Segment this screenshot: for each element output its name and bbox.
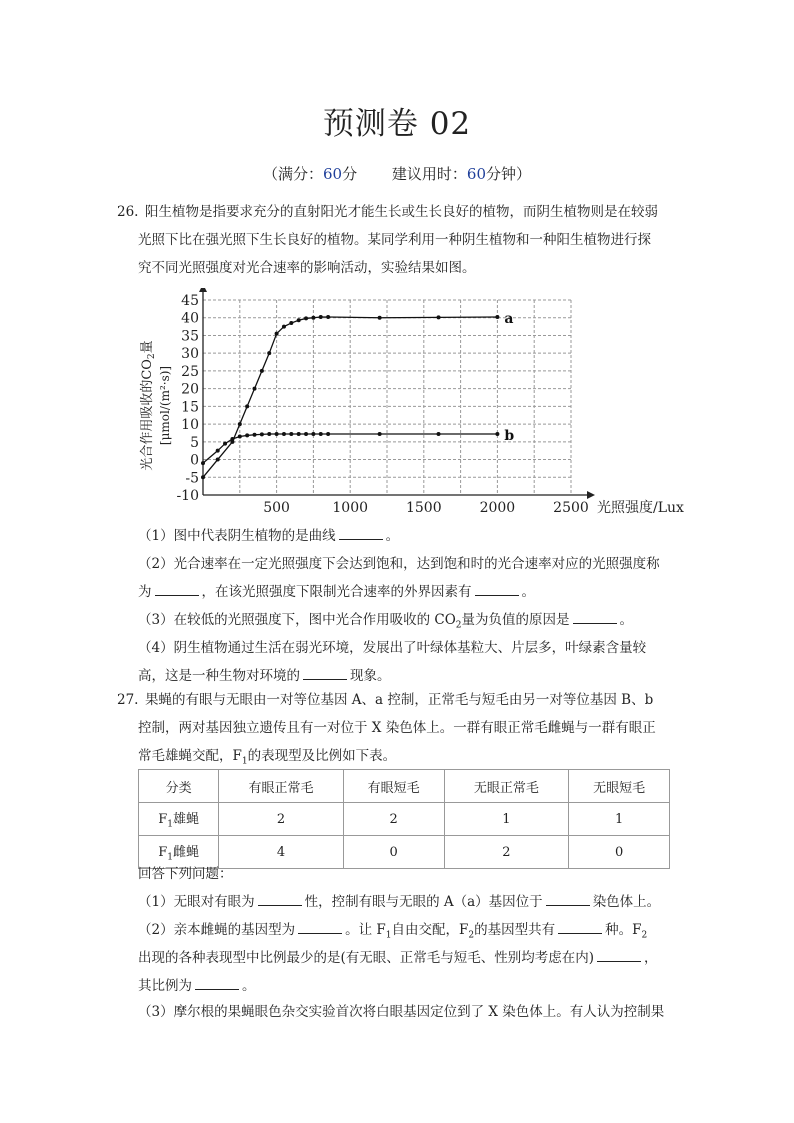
full-score-label: （满分：	[262, 165, 323, 183]
data-point	[216, 449, 220, 453]
y-axis-arrow	[199, 288, 207, 292]
answer-blank[interactable]	[558, 919, 602, 934]
q27-sub2-line2-end: ，	[644, 950, 658, 966]
exam-info	[0, 163, 794, 184]
data-point	[319, 315, 323, 319]
subscript: 1	[385, 930, 392, 941]
table-cell: 2	[444, 836, 569, 869]
data-point	[267, 351, 271, 355]
table-header: 无眼正常毛	[444, 770, 569, 803]
series-label: a	[504, 311, 514, 328]
q27-sub2-pre: （2）亲本雌蝇的基因型为	[138, 922, 296, 938]
data-point	[260, 369, 264, 373]
table-cell: 2	[343, 803, 444, 836]
data-point	[216, 458, 220, 462]
full-score-value: 60	[323, 165, 343, 183]
data-point	[437, 315, 441, 319]
y-tick-label: -5	[185, 470, 199, 487]
y-axis-label: 光合作用吸收的$CO_2$量	[140, 340, 157, 471]
data-point	[275, 432, 279, 436]
q27-sub2-line3-pre: 其比例为	[138, 978, 192, 994]
table-cell: 4	[219, 836, 344, 869]
q27-line3-post: 的表现型及比例如下表。	[247, 748, 397, 764]
q27-sub2-line2-text: 出现的各种表现型中比例最少的是(有无眼、正常毛与短毛、性别均考虑在内)	[138, 950, 595, 966]
q26-sub2b-pre: 为	[138, 584, 152, 600]
x-tick-label: 2000	[479, 500, 516, 516]
page-title: 预测卷 02	[322, 106, 472, 142]
data-point	[260, 432, 264, 436]
data-point	[267, 432, 271, 436]
q27-sub1-mid: 性，控制有眼与无眼的 A（a）基因位于	[304, 894, 543, 910]
row-label-main: F	[158, 812, 168, 828]
subscript: 2	[455, 620, 462, 631]
q26-sub2b-mid: ，在该光照强度下限制光合速率的外界因素有	[201, 584, 472, 600]
series-label: b	[504, 428, 515, 445]
table-cell: 2	[219, 803, 344, 836]
table-header: 无眼短毛	[569, 770, 670, 803]
table-header: 分类	[139, 770, 219, 803]
data-point	[378, 316, 382, 320]
table-cell: 0	[343, 836, 444, 869]
data-point	[245, 404, 249, 408]
photosynthesis-chart	[138, 288, 698, 520]
x-axis-label: 光照强度/Lux	[597, 500, 684, 516]
y-tick-label: 20	[181, 381, 199, 398]
x-tick-label: 500	[263, 500, 290, 516]
q27-sub2-mid3: 的基因型共有	[474, 922, 556, 938]
q26-sub1-end: 。	[385, 528, 400, 544]
data-point	[297, 318, 301, 322]
f1-phenotype-table	[138, 769, 670, 869]
data-point	[282, 432, 286, 436]
q26-sub2b-end: 。	[521, 584, 535, 600]
q26-sub3-post: 量为负值的原因是	[461, 612, 570, 628]
q27-sub2-line3	[138, 972, 678, 1000]
answer-blank[interactable]	[155, 581, 199, 596]
data-point	[297, 432, 301, 436]
data-point	[304, 316, 308, 320]
data-point	[238, 422, 242, 426]
q26-sub3-end: 。	[619, 612, 634, 628]
x-tick-label: 1500	[405, 500, 442, 516]
y-tick-label: 40	[181, 310, 199, 327]
time-value: 60	[466, 165, 486, 183]
table-header: 有眼短毛	[343, 770, 444, 803]
subscript: 1	[167, 819, 173, 830]
answer-blank[interactable]	[195, 975, 239, 990]
data-point	[282, 325, 286, 329]
answer-blank[interactable]	[303, 665, 347, 680]
subscript: 1	[167, 852, 173, 863]
answer-blank[interactable]	[573, 609, 617, 624]
data-point	[201, 475, 205, 479]
table-cell: 0	[569, 836, 670, 869]
y-tick-label: -10	[176, 488, 199, 504]
q27-sub2-mid1: 。让 F	[345, 922, 386, 938]
q26-sub1-text: （1）图中代表阴生植物的是曲线	[138, 528, 336, 544]
time-unit: 分钟）	[486, 165, 532, 183]
answer-blank[interactable]	[339, 525, 383, 540]
q27-answer-lead: 回答下列问题：	[138, 866, 233, 882]
data-point	[201, 461, 205, 465]
y-tick-label: 25	[181, 363, 199, 380]
q27-sub2-line3-end: 。	[242, 978, 256, 994]
data-point	[253, 387, 257, 391]
q27-sub3: （3）摩尔根的果蝇眼色杂交实验首次将白眼基因定位到了 X 染色体上。有人认为控制果	[138, 1004, 665, 1020]
row-label	[139, 803, 219, 836]
q27-line3-pre: 常毛雄蝇交配，F	[138, 748, 242, 764]
x-tick-label: 2500	[553, 500, 589, 516]
data-point	[253, 433, 257, 437]
q26-sub2b	[138, 578, 678, 606]
q27-sub2-line2	[138, 944, 678, 972]
data-point	[326, 315, 330, 319]
q27-line2: 控制，两对基因独立遗传且有一对位于 X 染色体上。一群有眼正常毛雌蝇与一群有眼正	[138, 720, 656, 736]
y-tick-label: 15	[181, 399, 199, 416]
q26-sub1	[138, 522, 678, 550]
x-tick-label: 1000	[332, 500, 369, 516]
table-row	[139, 803, 670, 836]
data-point	[230, 437, 234, 441]
q26-sub4a: （4）阴生植物通过生活在弱光环境，发展出了叶绿体基粒大、片层多，叶绿素含量较	[138, 640, 647, 656]
y-tick-label: 35	[181, 328, 199, 345]
full-score-unit: 分	[342, 165, 358, 183]
y-axis-unit: [μmol/(m²·s)]	[158, 365, 172, 446]
subscript: 1	[241, 756, 248, 767]
data-point	[304, 432, 308, 436]
data-point	[238, 435, 242, 439]
q27-sub1	[138, 888, 678, 916]
table-cell: 1	[569, 803, 670, 836]
q26-line1: 阳生植物是指要求充分的直射阳光才能生长或生长良好的植物，而阴生植物则是在较弱	[145, 204, 658, 220]
q26-line2: 光照下比在强光照下生长良好的植物。某同学利用一种阴生植物和一种阳生植物进行探	[138, 232, 651, 248]
y-tick-label: 0	[190, 452, 199, 469]
table-header-row	[139, 770, 670, 803]
answer-blank[interactable]	[258, 891, 302, 906]
series-line-b	[203, 434, 497, 463]
y-tick-label: 30	[181, 346, 199, 363]
y-tick-label: 5	[190, 434, 199, 451]
q26-line3: 究不同光照强度对光合速率的影响活动，实验结果如图。	[138, 260, 476, 276]
y-tick-label: 10	[181, 417, 199, 434]
answer-blank[interactable]	[597, 947, 641, 962]
table-cell: 1	[444, 803, 569, 836]
row-label-main: F	[158, 845, 168, 861]
data-point	[319, 432, 323, 436]
data-point	[311, 316, 315, 320]
q26-sub3-pre: （3）在较低的光照强度下，图中光合作用吸收的 CO	[138, 612, 456, 628]
q27-sub1-end: 染色体上。	[592, 894, 661, 910]
data-point	[245, 433, 249, 437]
data-point	[275, 332, 279, 336]
row-label-post: 雌蝇	[172, 845, 199, 861]
q26-sub4b-pre: 高，这是一种生物对环境的	[138, 668, 300, 684]
data-point	[289, 432, 293, 436]
data-point	[326, 432, 330, 436]
q27-sub2-mid2: 自由交配，F	[391, 922, 469, 938]
answer-blank[interactable]	[475, 581, 519, 596]
data-point	[311, 432, 315, 436]
q26-sub4b-end: 现象。	[350, 668, 391, 684]
data-point	[378, 432, 382, 436]
q27-sub1-pre: （1）无眼对有眼为	[138, 894, 255, 910]
table-header: 有眼正常毛	[219, 770, 344, 803]
answer-blank[interactable]	[546, 891, 590, 906]
q26-number: 26.	[117, 204, 139, 220]
y-tick-label: 45	[181, 293, 199, 309]
row-label-post: 雄蝇	[172, 812, 199, 828]
time-label: 建议用时：	[391, 165, 467, 183]
q26-stem	[145, 198, 685, 226]
q27-line1: 果蝇的有眼与无眼由一对等位基因 A、a 控制，正常毛与短毛由另一对等位基因 B、b	[145, 692, 654, 708]
subscript: 2	[641, 930, 648, 941]
data-point	[495, 432, 499, 436]
answer-blank[interactable]	[298, 919, 342, 934]
data-point	[495, 315, 499, 319]
q27-number: 27.	[117, 692, 139, 708]
data-point	[223, 442, 227, 446]
subscript: 2	[468, 930, 475, 941]
q26-sub2a: （2）光合速率在一定光照强度下会达到饱和，达到饱和时的光合速率对应的光照强度称	[138, 556, 660, 572]
data-point	[437, 432, 441, 436]
data-point	[289, 321, 293, 325]
x-axis-arrow	[587, 491, 595, 499]
q27-sub2-mid4: 种。F	[605, 922, 642, 938]
